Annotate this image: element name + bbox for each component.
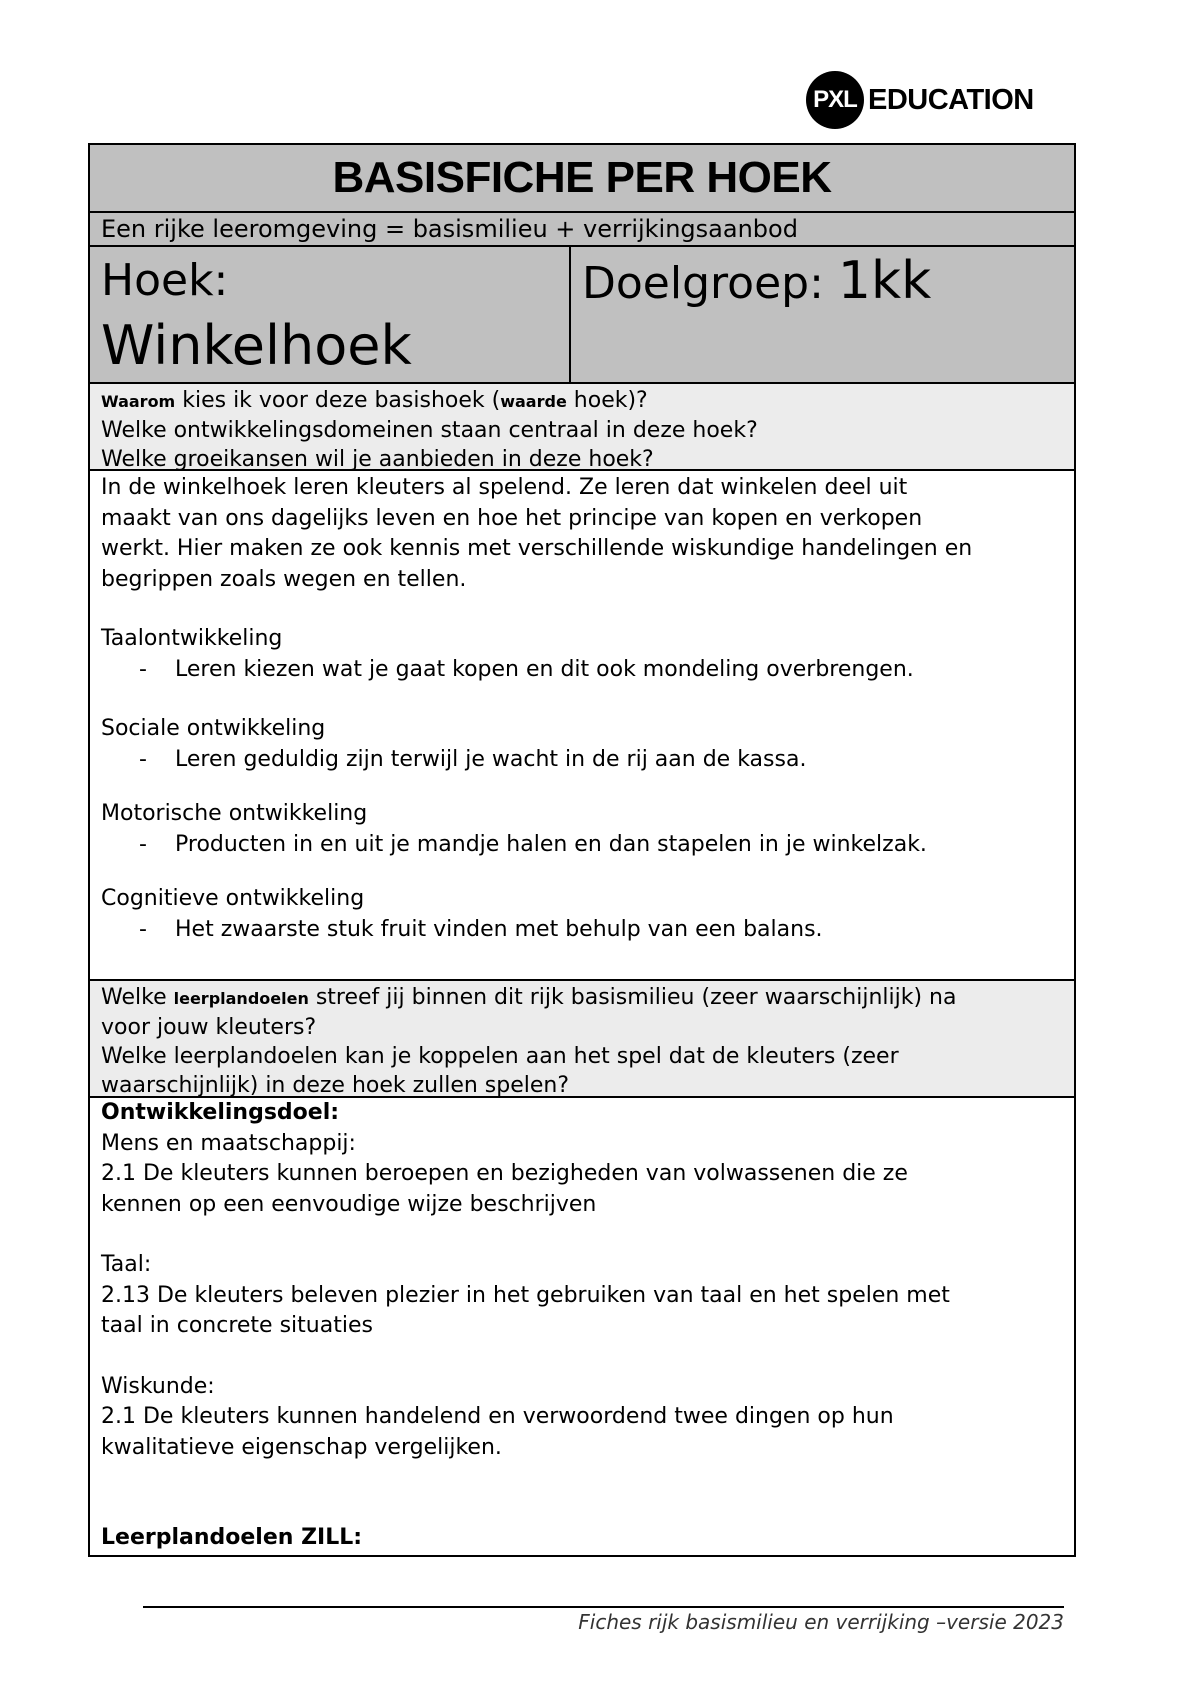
hoek-cell xyxy=(90,247,571,382)
logo-wordmark: EDUCATION xyxy=(868,83,1034,116)
bullet-text: Leren geduldig zijn terwijl je wacht in de rij aan de kassa. xyxy=(175,746,807,772)
bullet-dash: - xyxy=(139,916,147,942)
bullet-text: Het zwaarste stuk fruit vinden met behulp van een balans. xyxy=(175,916,823,942)
domain-heading: Motorische ontwikkeling xyxy=(101,801,368,826)
goal-line: 2.13 De kleuters beleven plezier in het gebruiken van taal en het spelen met xyxy=(101,1282,950,1308)
intro-line: maakt van ons dagelijks leven en hoe het principe van kopen en verkopen xyxy=(101,505,923,531)
question-leerplandoelen xyxy=(90,981,1074,1098)
section-heading: Leerplandoelen ZILL: xyxy=(101,1525,363,1550)
page-title: BASISFICHE PER HOEK xyxy=(90,145,1074,213)
intro-line: begrippen zoals wegen en tellen. xyxy=(101,566,467,592)
section-heading: Ontwikkelingsdoel: xyxy=(101,1100,340,1125)
question-line xyxy=(101,386,1063,416)
question-line xyxy=(101,983,1063,1013)
list-item xyxy=(101,655,1063,686)
domain-label: Taal: xyxy=(101,1252,152,1277)
domain-heading: Sociale ontwikkeling xyxy=(101,716,326,741)
question-keyword: waarde xyxy=(500,392,567,411)
question-waarom xyxy=(90,384,1074,471)
doelgroep-cell xyxy=(571,247,1074,382)
goal-line: kwalitatieve eigenschap vergelijken. xyxy=(101,1434,502,1460)
intro-line: werkt. Hier maken ze ook kennis met verschillende wiskundige handelingen en xyxy=(101,536,973,561)
question-text: streef jij binnen dit rijk basismilieu (zeer waarschijnlijk) na xyxy=(308,985,957,1010)
pxl-logo-mark: PXL xyxy=(806,71,864,129)
subtitle: Een rijke leeromgeving = basismilieu + verrijkingsaanbod xyxy=(90,213,1074,247)
question-line: Welke ontwikkelingsdomeinen staan centraal in deze hoek? xyxy=(101,418,758,443)
doelgroep-line xyxy=(582,249,1074,316)
list-item xyxy=(101,745,1063,776)
goal-line: kennen op een eenvoudige wijze beschrijven xyxy=(101,1191,597,1217)
goal-line: 2.1 De kleuters kunnen handelend en verwoordend twee dingen op hun xyxy=(101,1404,894,1429)
domain-heading: Cognitieve ontwikkeling xyxy=(101,886,365,911)
hoek-doelgroep-row xyxy=(90,247,1074,384)
question-line: Welke leerplandoelen kan je koppelen aan het spel dat de kleuters (zeer xyxy=(101,1044,899,1069)
question-line: voor jouw kleuters? xyxy=(101,1015,317,1040)
bullet-dash: - xyxy=(139,746,147,772)
question-keyword: leerplandoelen xyxy=(173,989,309,1008)
list-item xyxy=(101,830,1063,861)
footer-text: Fiches rijk basismilieu en verrijking –versie 2023 xyxy=(578,1610,1064,1634)
hoek-value: Winkelhoek xyxy=(101,314,412,377)
question-text: kies ik voor deze basishoek ( xyxy=(175,388,501,413)
domain-heading: Taalontwikkeling xyxy=(101,626,283,651)
question-line: waarschijnlijk) in deze hoek zullen spelen? xyxy=(101,1073,570,1098)
doelgroep-label: Doelgroep: xyxy=(582,258,824,309)
answer-leerplandoelen xyxy=(90,1098,1074,1555)
footer-divider xyxy=(143,1606,1064,1608)
bullet-text: Leren kiezen wat je gaat kopen en dit ook mondeling overbrengen. xyxy=(175,656,914,682)
hoek-label: Hoek: xyxy=(101,255,229,306)
question-keyword: Waarom xyxy=(101,392,176,411)
intro-line: In de winkelhoek leren kleuters al spelend. Ze leren dat winkelen deel uit xyxy=(101,475,908,500)
bullet-dash: - xyxy=(139,831,147,857)
bullet-dash: - xyxy=(139,656,147,682)
basisfiche-table xyxy=(88,143,1076,1557)
question-line: Welke groeikansen wil je aanbieden in deze hoek? xyxy=(101,447,654,472)
answer-waarom xyxy=(90,471,1074,981)
bullet-text: Producten in en uit je mandje halen en dan stapelen in je winkelzak. xyxy=(175,831,927,857)
goal-line: 2.1 De kleuters kunnen beroepen en bezigheden van volwassenen die ze xyxy=(101,1161,908,1186)
goal-line: taal in concrete situaties xyxy=(101,1313,373,1338)
pxl-education-logo xyxy=(806,72,1034,128)
domain-label: Mens en maatschappij: xyxy=(101,1130,356,1156)
list-item xyxy=(101,915,1063,946)
question-text: Welke xyxy=(101,985,174,1010)
question-text: hoek)? xyxy=(566,388,648,413)
doelgroep-value: 1kk xyxy=(837,251,932,311)
domain-label: Wiskunde: xyxy=(101,1373,215,1399)
